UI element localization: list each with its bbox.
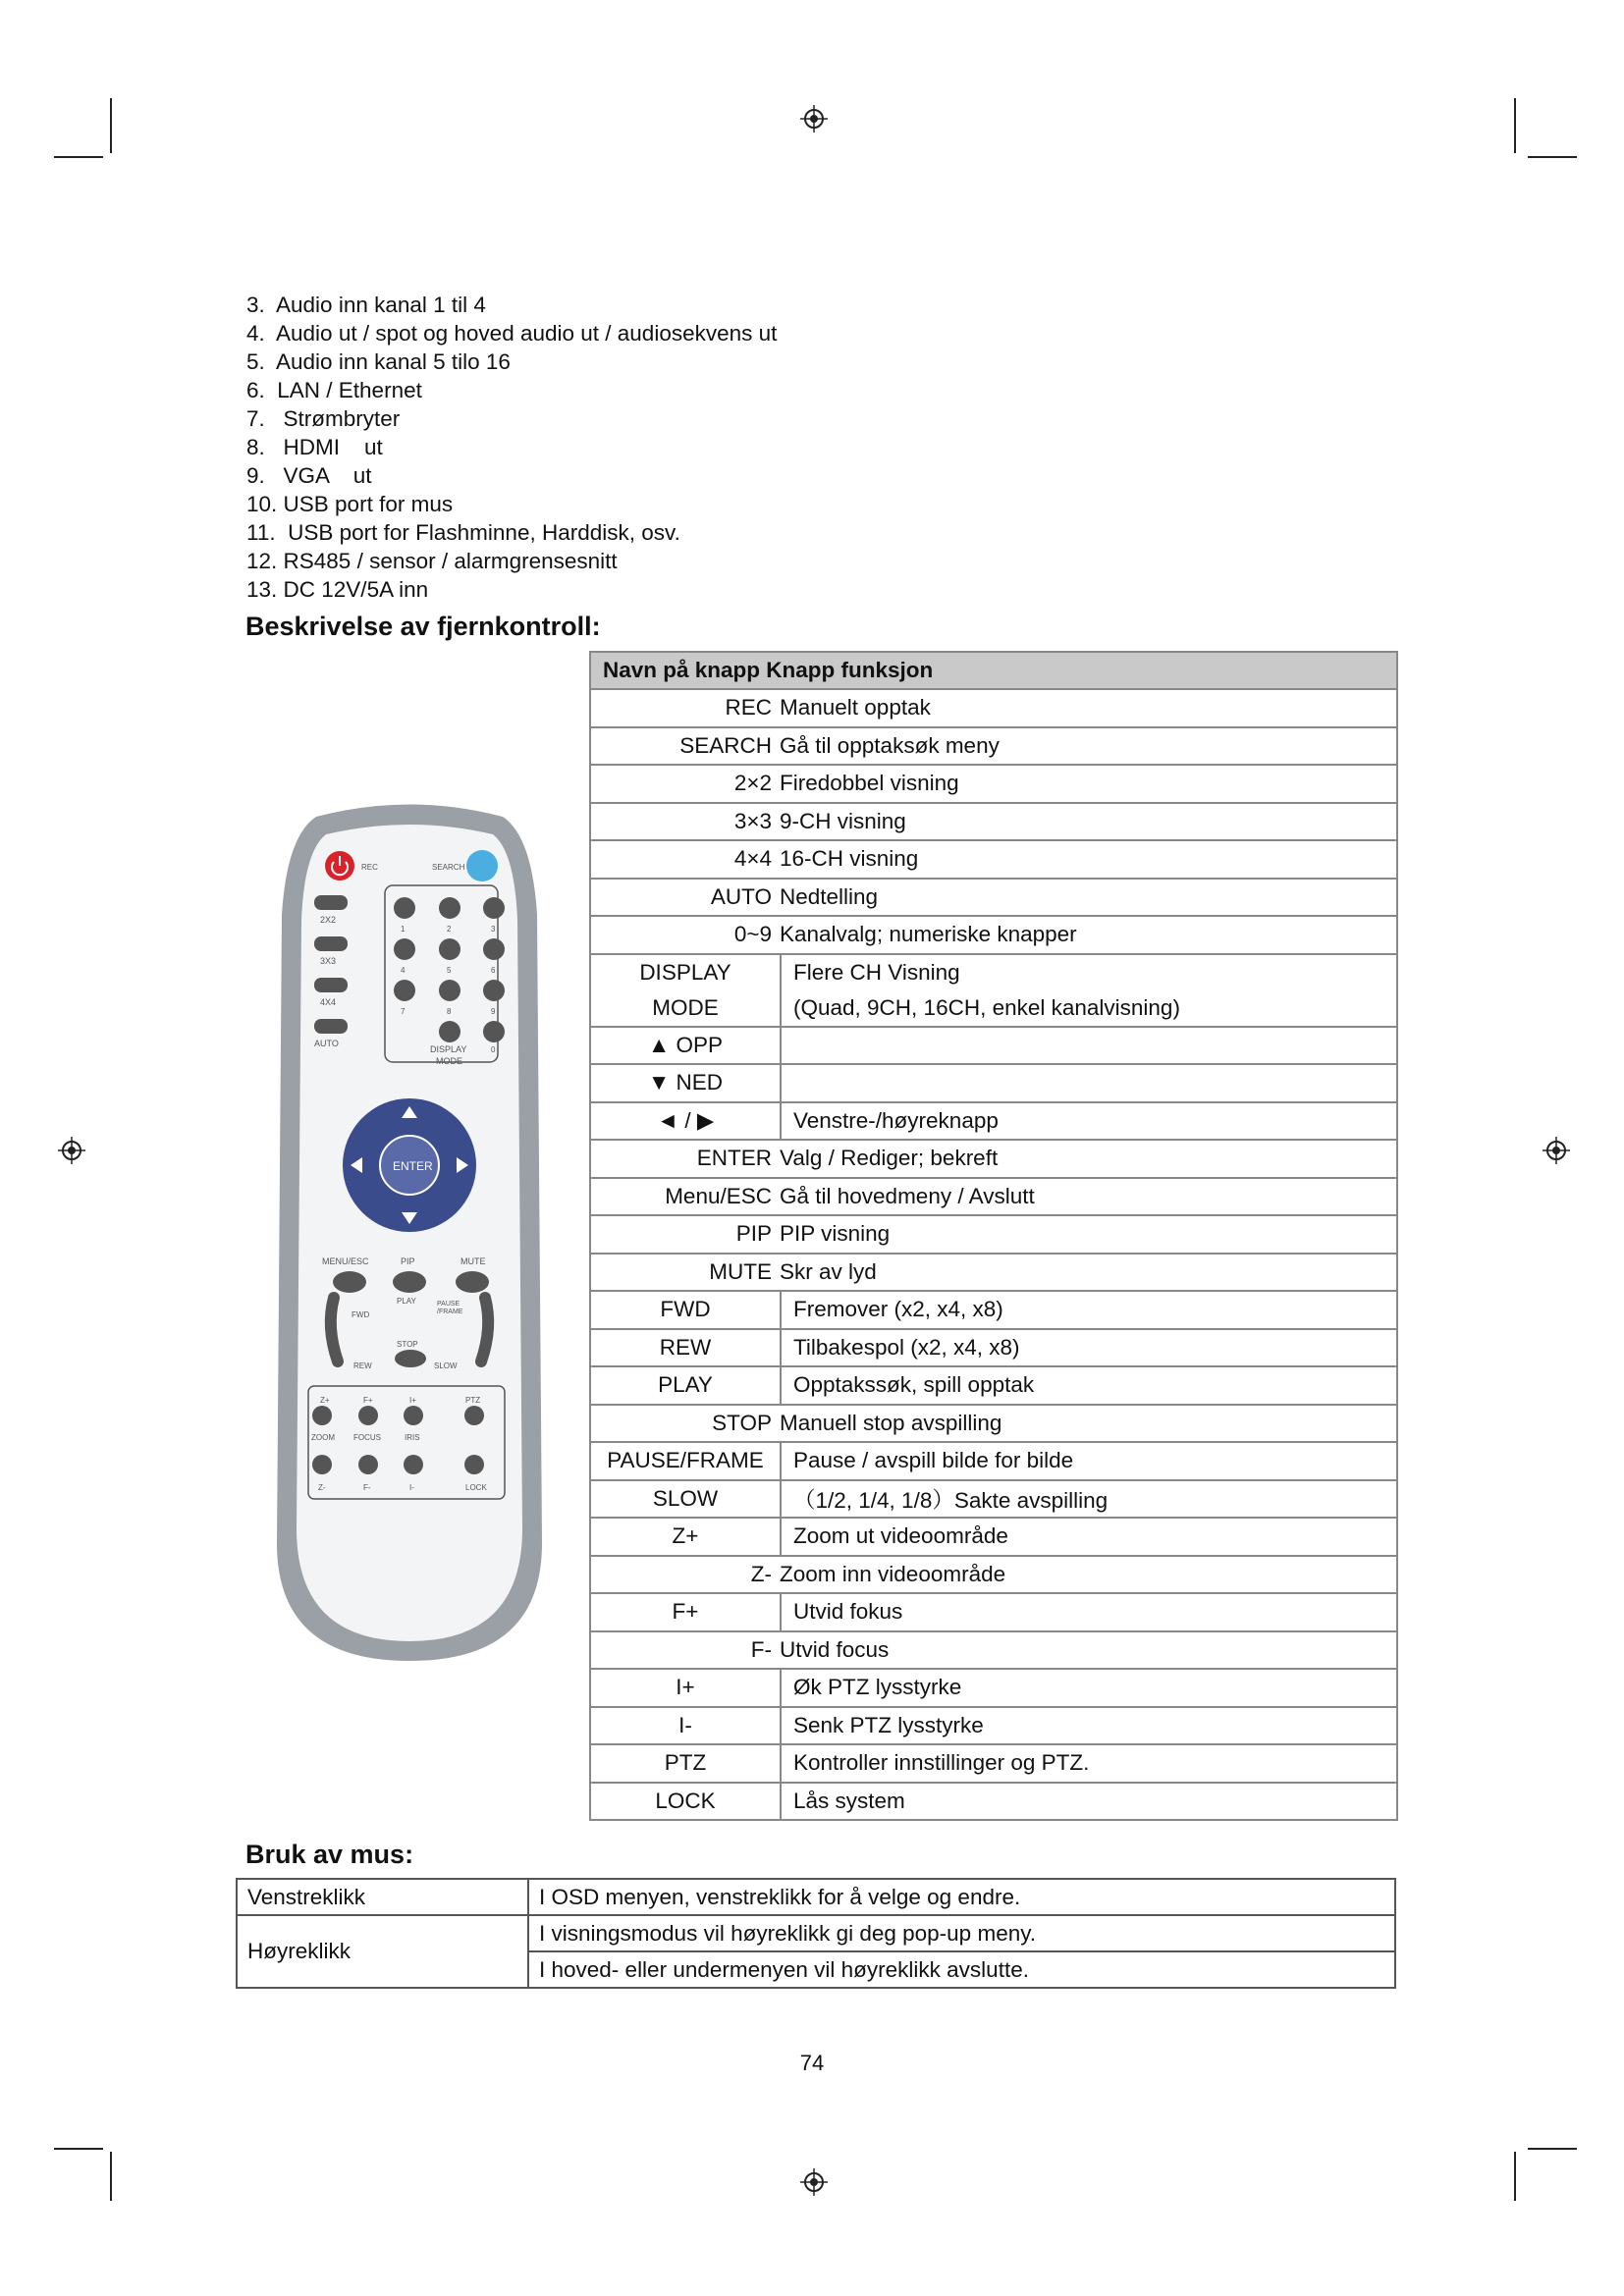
registration-mark-icon — [799, 2167, 829, 2197]
function-cell — [590, 1405, 1397, 1443]
svg-text:5: 5 — [447, 966, 452, 975]
function-cell — [590, 879, 1397, 917]
key-function: Pause / avspill bilde for bilde — [781, 1442, 1397, 1480]
svg-text:FOCUS: FOCUS — [353, 1433, 381, 1442]
key-function: 16-CH visning — [780, 846, 919, 872]
key-function: Skr av lyd — [780, 1258, 877, 1284]
key-function: Flere CH Visning (Quad, 9CH, 16CH, enkel kanalvisning) — [781, 954, 1397, 1027]
svg-text:0: 0 — [491, 1045, 496, 1054]
svg-text:4X4: 4X4 — [320, 997, 337, 1007]
list-item: 12. RS485 / sensor / alarmgrensesnitt — [246, 549, 618, 573]
registration-mark-icon — [799, 104, 829, 133]
enter-label: ENTER — [393, 1159, 433, 1173]
key-function: Manuell stop avspilling — [780, 1410, 1002, 1435]
svg-text:6: 6 — [491, 966, 496, 975]
svg-text:PAUSE: PAUSE — [437, 1301, 460, 1308]
svg-text:2: 2 — [447, 925, 452, 934]
table-row — [590, 1442, 1397, 1480]
crop-mark — [1528, 156, 1577, 158]
table-row — [590, 840, 1397, 879]
list-item: 6. LAN / Ethernet — [246, 378, 422, 402]
key-name: Menu/ESC — [665, 1183, 772, 1208]
table-row — [590, 765, 1397, 803]
table-row — [590, 1027, 1397, 1065]
function-cell — [590, 765, 1397, 803]
list-item: 13. DC 12V/5A inn — [246, 577, 429, 602]
svg-text:PTZ: PTZ — [465, 1396, 481, 1405]
svg-text:1: 1 — [401, 925, 406, 934]
search-label: SEARCH — [432, 863, 465, 872]
table-row — [590, 954, 1397, 1027]
key-function: PIP visning — [780, 1221, 891, 1247]
svg-text:ZOOM: ZOOM — [311, 1433, 335, 1442]
key-function: Kanalvalg; numeriske knapper — [780, 922, 1077, 947]
table-row — [590, 1102, 1397, 1141]
svg-text:I-: I- — [409, 1483, 414, 1492]
mouse-right-desc-1: I visningsmodus vil høyreklikk gi deg pop-up meny. — [528, 1915, 1395, 1951]
list-item: 9. VGA ut — [246, 463, 372, 488]
key-name: Z- — [750, 1561, 772, 1586]
list-item: 5. Audio inn kanal 5 tilo 16 — [246, 349, 511, 374]
key-function: （1/2, 1/4, 1/8）Sakte avspilling — [781, 1480, 1397, 1519]
table-row — [590, 1291, 1397, 1329]
crop-mark — [54, 2148, 103, 2150]
registration-mark-icon — [1542, 1136, 1571, 1165]
table-row — [590, 1215, 1397, 1254]
key-name: DISPLAY MODE — [590, 954, 781, 1027]
key-name: PLAY — [590, 1366, 781, 1405]
key-name: ◄ / ▶ — [590, 1102, 781, 1141]
svg-text:IRIS: IRIS — [405, 1433, 420, 1442]
table-row — [590, 1744, 1397, 1783]
crop-mark — [54, 156, 103, 158]
key-function — [781, 1027, 1397, 1065]
svg-text:AUTO: AUTO — [314, 1039, 339, 1048]
key-function: Valg / Rediger; bekreft — [780, 1146, 999, 1171]
registration-mark-icon — [57, 1136, 86, 1165]
search-button — [466, 850, 498, 881]
connector-list — [246, 291, 777, 604]
list-item: 11. USB port for Flashminne, Harddisk, osv. — [246, 520, 680, 545]
function-cell — [590, 727, 1397, 766]
key-function: Firedobbel visning — [780, 771, 959, 796]
key-name: F+ — [590, 1593, 781, 1631]
svg-text:MUTE: MUTE — [460, 1256, 486, 1266]
key-name: ENTER — [696, 1146, 772, 1171]
key-name: FWD — [590, 1291, 781, 1329]
svg-text:REW: REW — [353, 1362, 372, 1370]
table-row — [590, 1405, 1397, 1443]
table-row — [590, 1254, 1397, 1292]
svg-text:PIP: PIP — [401, 1256, 415, 1266]
mouse-left-label: Venstreklikk — [237, 1879, 528, 1915]
table-row — [590, 1366, 1397, 1405]
mouse-left-desc: I OSD menyen, venstreklikk for å velge og endre. — [528, 1879, 1395, 1915]
svg-text:8: 8 — [447, 1007, 452, 1016]
key-function: Venstre-/høyreknapp — [781, 1102, 1397, 1141]
key-name: LOCK — [590, 1783, 781, 1821]
table-row — [590, 727, 1397, 766]
svg-text:STOP: STOP — [397, 1340, 418, 1349]
table-row — [590, 803, 1397, 841]
table-row — [590, 1064, 1397, 1102]
function-cell — [590, 1254, 1397, 1292]
list-item: 8. HDMI ut — [246, 435, 383, 459]
crop-mark — [1528, 2148, 1577, 2150]
remote-control-illustration — [257, 797, 562, 1681]
table-row — [590, 1783, 1397, 1821]
key-function: 9-CH visning — [780, 808, 906, 833]
key-function — [781, 1064, 1397, 1102]
key-function: Senk PTZ lysstyrke — [781, 1707, 1397, 1745]
table-row — [590, 879, 1397, 917]
svg-text:3: 3 — [491, 925, 496, 934]
function-cell — [590, 1631, 1397, 1670]
key-function: Gå til opptaksøk meny — [780, 732, 1000, 758]
key-name: SLOW — [590, 1480, 781, 1519]
key-name: ▼ NED — [590, 1064, 781, 1102]
svg-text:F+: F+ — [363, 1396, 373, 1405]
function-cell — [590, 803, 1397, 841]
table-row — [237, 1879, 1395, 1915]
table-row — [590, 916, 1397, 954]
table-row — [590, 1593, 1397, 1631]
page-number: 74 — [799, 2051, 825, 2075]
table-row — [590, 689, 1397, 727]
svg-text:LOCK: LOCK — [465, 1483, 487, 1492]
key-name: ▲ OPP — [590, 1027, 781, 1065]
crop-mark — [110, 98, 112, 153]
key-name: F- — [750, 1636, 772, 1662]
key-name: I- — [590, 1707, 781, 1745]
svg-text:4: 4 — [401, 966, 406, 975]
key-name: SEARCH — [679, 732, 772, 758]
svg-text:2X2: 2X2 — [320, 915, 337, 925]
key-function: Tilbakespol (x2, x4, x8) — [781, 1329, 1397, 1367]
key-function: Zoom inn videoområde — [780, 1561, 1006, 1586]
rec-label: REC — [361, 863, 378, 872]
key-name: AUTO — [710, 883, 772, 909]
key-name: STOP — [712, 1410, 772, 1435]
key-function: Manuelt opptak — [780, 695, 931, 721]
remote-heading: Beskrivelse av fjernkontroll: — [245, 612, 601, 641]
key-name: 0~9 — [733, 922, 772, 947]
key-name: 3×3 — [733, 808, 772, 833]
list-item: 7. Strømbryter — [246, 406, 401, 431]
function-cell — [590, 689, 1397, 727]
key-function: Zoom ut videoområde — [781, 1518, 1397, 1556]
table-row — [590, 1480, 1397, 1519]
key-function: Opptakssøk, spill opptak — [781, 1366, 1397, 1405]
table-row — [590, 1518, 1397, 1556]
table-row — [590, 1669, 1397, 1707]
svg-text:Z+: Z+ — [320, 1396, 330, 1405]
svg-text:I+: I+ — [409, 1396, 416, 1405]
list-item: 10. USB port for mus — [246, 492, 454, 516]
table-row — [590, 1178, 1397, 1216]
svg-text:Z-: Z- — [318, 1483, 326, 1492]
key-function: Kontroller innstillinger og PTZ. — [781, 1744, 1397, 1783]
function-cell — [590, 1556, 1397, 1594]
svg-text:3X3: 3X3 — [320, 956, 337, 966]
key-function: Nedtelling — [780, 883, 879, 909]
crop-mark — [1514, 98, 1516, 153]
crop-mark — [1514, 2152, 1516, 2201]
mouse-table — [236, 1878, 1396, 1989]
svg-text:9: 9 — [491, 1007, 496, 1016]
function-cell — [590, 1178, 1397, 1216]
key-name: PAUSE/FRAME — [590, 1442, 781, 1480]
function-cell — [590, 1215, 1397, 1254]
mouse-heading: Bruk av mus: — [245, 1840, 414, 1869]
table-row — [590, 1707, 1397, 1745]
key-name: PTZ — [590, 1744, 781, 1783]
key-name: REC — [725, 695, 772, 721]
table-row — [590, 1140, 1397, 1178]
key-name: 4×4 — [733, 846, 772, 872]
mouse-right-desc-2: I hoved- eller undermenyen vil høyreklikk avslutte. — [528, 1951, 1395, 1988]
svg-text:SLOW: SLOW — [434, 1362, 458, 1370]
table-row — [237, 1915, 1395, 1951]
key-name: Z+ — [590, 1518, 781, 1556]
key-name: I+ — [590, 1669, 781, 1707]
list-item: 4. Audio ut / spot og hoved audio ut / audiosekvens ut — [246, 321, 778, 346]
table-row — [590, 1631, 1397, 1670]
function-cell — [590, 1140, 1397, 1178]
list-item: 3. Audio inn kanal 1 til 4 — [246, 293, 486, 317]
function-cell — [590, 840, 1397, 879]
key-name: 2×2 — [733, 771, 772, 796]
svg-text:MODE: MODE — [436, 1056, 462, 1066]
key-function: Utvid fokus — [781, 1593, 1397, 1631]
table-row — [590, 1556, 1397, 1594]
table-row — [590, 1329, 1397, 1367]
key-name: PIP — [735, 1221, 772, 1247]
function-cell — [590, 916, 1397, 954]
key-name: REW — [590, 1329, 781, 1367]
key-function: Øk PTZ lysstyrke — [781, 1669, 1397, 1707]
key-function: Utvid focus — [780, 1636, 890, 1662]
svg-text:DISPLAY: DISPLAY — [430, 1044, 467, 1054]
svg-text:7: 7 — [401, 1007, 406, 1016]
svg-text:FWD: FWD — [352, 1310, 370, 1319]
svg-text:F-: F- — [363, 1483, 371, 1492]
key-function: Fremover (x2, x4, x8) — [781, 1291, 1397, 1329]
svg-text:PLAY: PLAY — [397, 1297, 416, 1306]
svg-text:MENU/ESC: MENU/ESC — [322, 1256, 369, 1266]
svg-text:/FRAME: /FRAME — [437, 1308, 463, 1315]
key-name: MUTE — [709, 1258, 772, 1284]
mouse-right-label: Høyreklikk — [237, 1915, 528, 1988]
crop-mark — [110, 2152, 112, 2201]
table-header: Navn på knapp Knapp funksjon — [590, 652, 1397, 689]
remote-function-table — [589, 651, 1398, 1821]
key-function: Lås system — [781, 1783, 1397, 1821]
key-function: Gå til hovedmeny / Avslutt — [780, 1183, 1035, 1208]
